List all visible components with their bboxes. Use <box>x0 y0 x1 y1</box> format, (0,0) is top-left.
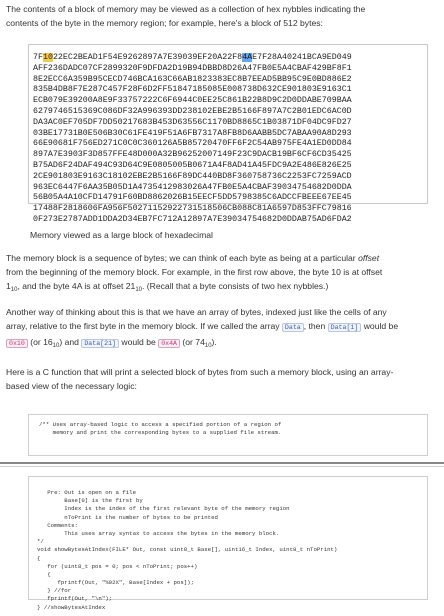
code-line: memory and print the corresponding bytes to a supplied file stream. <box>39 429 282 437</box>
array-c2: ) and <box>59 337 82 347</box>
code-line: fprintf(Out, "%02X", Base[Index + pos]); <box>37 579 195 587</box>
array-b2: , then <box>303 321 328 331</box>
code-data: Data <box>282 323 304 332</box>
highlighted-byte: 10 <box>42 53 53 62</box>
code-0x10: 0x10 <box>6 339 28 348</box>
code-line: /** Uses array-based logic to access a specified portion of a region of <box>39 421 282 428</box>
hex-text: 2CE901803E9163C18102EBE2B5166F89DC440BD8F360758736C2253FC7259ACD <box>33 171 352 181</box>
offset-line-1 <box>6 251 438 265</box>
hex-text: 66E90681F756ED271C0C0C360126A5B85720470FF6F2C54AB975FE4A1ED0DD84 <box>33 139 352 149</box>
hex-text: 897A7E3903F3D857FFE48D000A32B96252007149F23C9DACB19BF6CF6CD35425 <box>33 150 352 160</box>
array-b1: array, relative to the first byte in the memory block. If we called the array <box>6 321 282 331</box>
hex-text: ECB079E39200A8E9F33757222C6F6944C0EE25C861B22B8D9C2D0DDABE709BAA <box>33 96 352 106</box>
code-line: } //for <box>37 587 72 595</box>
array-line-3 <box>6 335 438 353</box>
hex-lines <box>33 53 427 226</box>
offset-sub-2: 10 <box>135 287 143 293</box>
hex-line <box>33 150 427 161</box>
code-block-function <box>28 476 428 611</box>
offset-sub-1: 10 <box>10 287 18 293</box>
hex-caption: Memory viewed as a large block of hexadecimal <box>30 230 213 240</box>
hex-line <box>33 204 427 215</box>
hex-line <box>33 107 427 118</box>
hex-line <box>33 118 427 129</box>
hex-line <box>33 172 427 183</box>
code-block-header <box>28 414 428 456</box>
hex-block <box>28 44 428 224</box>
offset-line-3 <box>6 279 438 297</box>
code-data-21: Data[21] <box>81 339 119 348</box>
hex-text: E7F28A40241BCA9ED049 <box>252 53 352 62</box>
code-line: } //showBytesAtIndex <box>37 603 106 611</box>
array-c1: (or 16 <box>27 337 53 347</box>
hex-text: 17488F2818606FA956F50271152922731518506CB088C81A6597D853FFC79816 <box>33 204 352 214</box>
code-line: void showBytesAtIndex(FILE* Out, const uint8_t Base[], uint16_t Index, uint8_t nToPrint) <box>37 546 338 554</box>
offset-text-b: from the beginning of the memory block. For example, in the first row above, the byte 10 is at offset <box>6 267 383 277</box>
array-c5: ). <box>211 337 217 347</box>
hex-line <box>33 53 427 64</box>
code-line: This uses array syntax to access the bytes in the memory block. <box>37 529 280 537</box>
array-paragraph <box>6 305 438 353</box>
hex-text: 6279746515369C086DF32A996393DD238102EBE2B5166F897A7C2B01EDC6AC0D <box>33 106 352 116</box>
hex-line <box>33 193 427 204</box>
array-b3: would be <box>361 321 399 331</box>
intro-line-2: contents of the byte in the memory region; for example, here's a block of 512 bytes: <box>6 18 323 28</box>
hex-text: AFF236DADC07CF2899320F9DFDA2D19B94DBBD8D26A47FB0E5A4CBAF429BF8F1 <box>33 63 352 73</box>
hex-text: 7F <box>33 53 43 62</box>
hex-line <box>33 183 427 194</box>
offset-c2: , and the byte 4A is at offset 21 <box>17 281 136 291</box>
offset-term: offset <box>358 253 380 263</box>
hex-text: 56B05A4A10CFD14791F60BD8862026B15EECF5DD5798385C6ADCCFBEEE67EE45 <box>33 193 352 203</box>
intro-line-1: The contents of a block of memory may be viewed as a collection of hex nybbles indicating the <box>6 4 366 14</box>
array-text-a: Another way of thinking about this is that we have an array of bytes, indexed just like the cells of any <box>6 307 387 317</box>
offset-text-a: The memory block is a sequence of bytes; we can think of each byte as being at a particular <box>6 253 359 263</box>
code-function-lines <box>37 489 427 612</box>
code-line: { <box>37 554 41 562</box>
code-0x4a: 0x4A <box>158 339 180 348</box>
hex-line <box>33 64 427 75</box>
hex-line <box>33 215 427 226</box>
code-line: Base[0] is the first by <box>37 497 143 505</box>
function-intro-b: based view of the necessary logic: <box>6 381 137 391</box>
hex-text: 22EC2BEAD1F54E9262897A7E39039EF20A22F8 <box>52 53 243 62</box>
hex-text: 835B4DB8F7E287C457F28F6D2FF51847185085E008738D632CE901803E9163C1 <box>33 85 352 95</box>
highlighted-byte: 4A <box>242 53 253 62</box>
code-header-lines <box>39 421 427 437</box>
code-line: for (uint8_t pos = 0; pos < nToPrint; pos++) <box>37 562 198 570</box>
hex-text: 0F273E2787ADD1DDA2D34EB7FC712A12897A7E39034754682D0DDAB75AD6FDA2 <box>33 214 352 224</box>
hex-text: 8E2ECC6A359B95CECD746BCA163C66AB1823383EC8B7EEAD5BB95C9E0BD886E2 <box>33 74 352 84</box>
code-line: Comments: <box>37 521 78 529</box>
hex-line <box>33 75 427 86</box>
function-intro-paragraph <box>6 365 438 393</box>
hex-line <box>33 161 427 172</box>
hex-text: 963EC6447F6AA35B05D1A4735412983026A47FB0E5A4CBAF39034754682D0DDA <box>33 182 352 192</box>
intro-paragraph <box>6 2 438 30</box>
code-line: fprintf(Out, "\n"); <box>37 595 113 603</box>
offset-paragraph <box>6 251 438 297</box>
array-c4: (or 74 <box>180 337 205 347</box>
page-break-divider <box>0 462 444 464</box>
code-line: nToPrint is the number of bytes to be printed <box>37 513 218 521</box>
hex-line <box>33 139 427 150</box>
offset-c3: . (Recall that a byte consists of two hex nybbles.) <box>142 281 329 291</box>
hex-text: DA3AC0EF705DF7DD50217683B453D63556C1170BD8865C1B03871DF04DC9FD27 <box>33 117 352 127</box>
code-line: */ <box>37 538 44 546</box>
offset-c1: 1 <box>6 281 11 291</box>
page-break-divider-thin <box>0 466 444 467</box>
code-data-1: Data[1] <box>328 323 362 332</box>
function-intro-a: Here is a C function that will print a selected block of bytes from such a memory block, using an array- <box>6 367 394 377</box>
hex-line <box>33 129 427 140</box>
hex-line <box>33 85 427 96</box>
array-c3: would be <box>119 337 159 347</box>
array-line-2 <box>6 319 438 335</box>
hex-text: 03BE17731B0E506B30C61FE419F51A6FB7317A8FB8D6AABB5DC7ABAA90A8D293 <box>33 128 352 138</box>
code-line: { <box>37 570 51 578</box>
code-line: Pre: Out is open on a file <box>37 489 136 496</box>
array-sub-2: 10 <box>204 343 212 349</box>
hex-text: B75AD6F24DAF494C93D64C9E0805005B0671A4F8AD41A45FDC9A2E486E826E25 <box>33 160 352 170</box>
hex-line <box>33 96 427 107</box>
code-line: Index is the index of the first relevant byte of the memory region <box>37 505 290 513</box>
array-sub-1: 10 <box>52 343 60 349</box>
